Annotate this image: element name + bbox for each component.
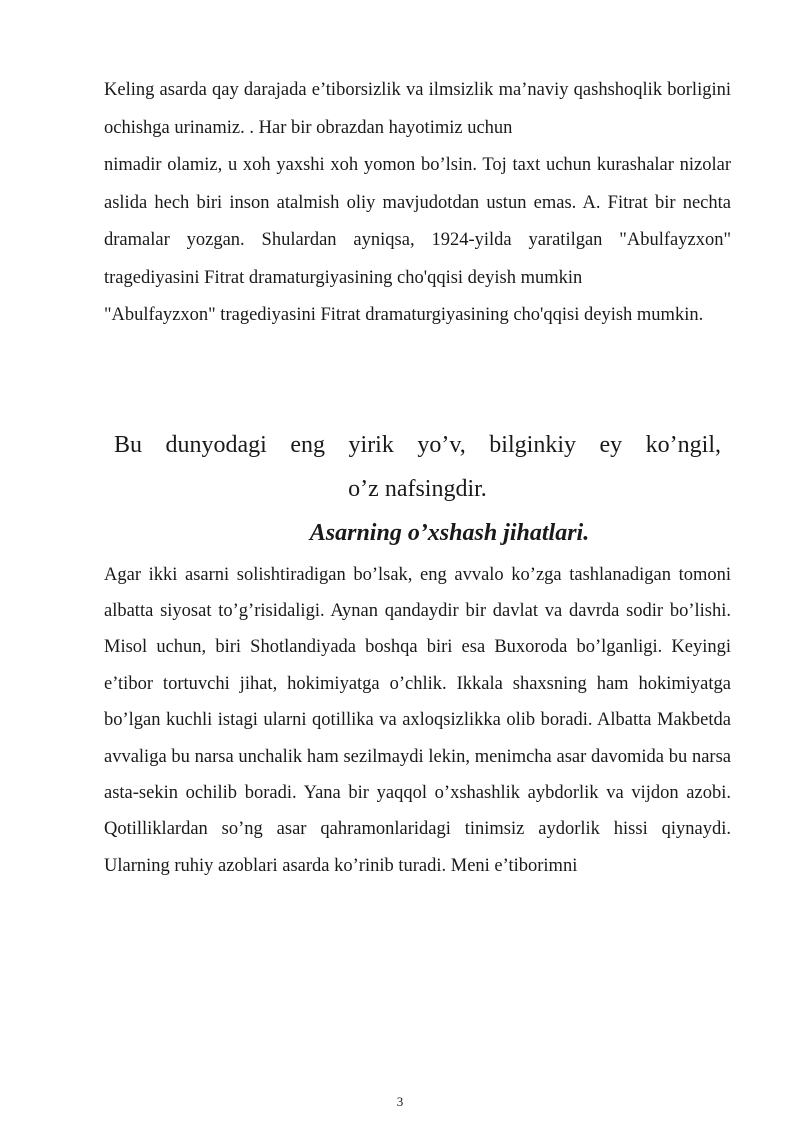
page-number: 3: [396, 1094, 404, 1109]
section-heading: Asarning o’xshash jihatlari.: [309, 519, 590, 546]
epigraph-line-1: Bu dunyodagi eng yirik yo’v, bilginkiy ey ko’ngil,: [114, 431, 721, 458]
vertical-spacer: [104, 335, 731, 423]
epigraph-line-2: o’z nafsingdir.: [348, 475, 487, 502]
paragraph-intro: [104, 72, 731, 335]
document-page: [104, 72, 731, 884]
paragraph-intro-part2: nimadir olamiz, u xoh yaxshi xoh yomon bo’lsin. Toj taxt uchun kurashalar nizolar aslida hech biri inson atalmish oliy mavjudotdan ustun emas. A. Fitrat bir nechta dramalar yozgan. Shulardan ayniqsa, 1924-yilda yaratilgan "Abulfayzxon" tragediyasini Fitrat dramaturgiyasining cho'qqisi deyish mumkin: [104, 155, 731, 288]
paragraph-intro-part1: Keling asarda qay darajada e’tiborsizlik va ilmsizlik ma’naviy qashshoqlik borligini ochishga urinamiz. . Har bir obrazdan hayotimiz uchun: [104, 80, 731, 138]
epigraph-quote: [104, 423, 731, 511]
body-paragraph: Agar ikki asarni solishtiradigan bo’lsak, eng avvalo ko’zga tashlanadigan tomoni albatta siyosat to’g’risidaligi. Aynan qandaydir bir davlat va davrda sodir bo’lishi. Misol uchun, biri Shotlandiyada boshqa biri esa Buxoroda bo’lganligi. Keyingi e’tibor tortuvchi jihat, hokimiyatga o’chlik. Ikkala shaxsning ham hokimiyatga bo’lgan kuchli istagi ularni qotillika va axloqsizlikka olib boradi. Albatta Makbetda avvaliga bu narsa unchalik ham sezilmaydi lekin, menimcha asar davomida bu narsa asta-sekin ochilib boradi. Yana bir yaqqol o’xshashlik aybdorlik va vijdon azobi. Qotilliklardan so’ng asar qahramonlaridagi tinimsiz aydorlik hissi qiynaydi. Ularning ruhiy azoblari asarda ko’rinib turadi. Meni e’tiborimni: [104, 564, 731, 876]
paragraph-intro-part3: "Abulfayzxon" tragediyasini Fitrat dramaturgiyasining cho'qqisi deyish mumkin.: [104, 305, 704, 325]
